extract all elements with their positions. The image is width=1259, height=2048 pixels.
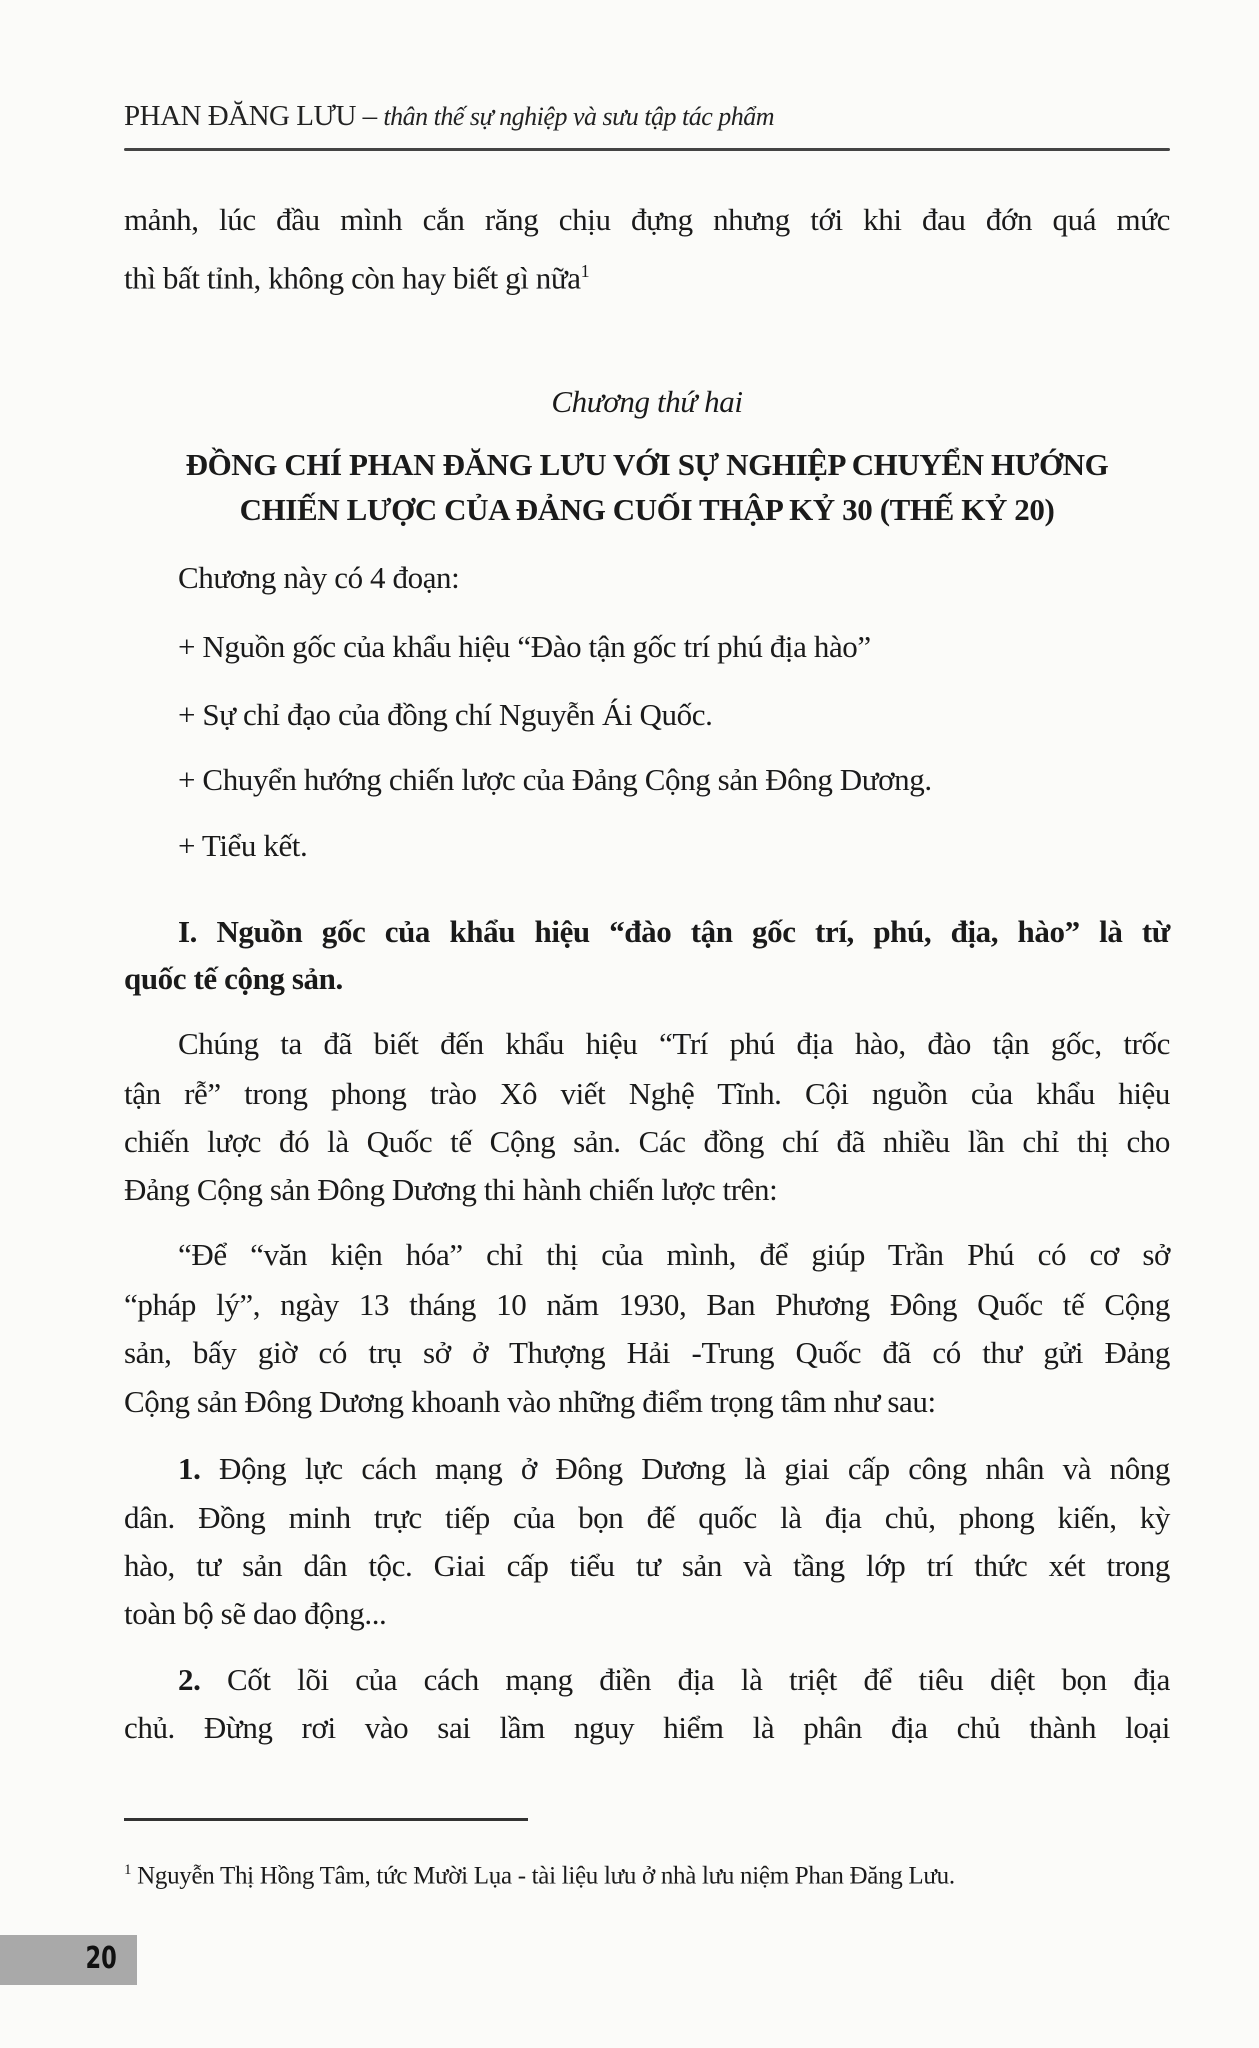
section-heading — [178, 912, 1170, 952]
list-item-line — [178, 1660, 1170, 1700]
chapter-title — [124, 490, 1170, 530]
line-text: + Tiểu kết. — [178, 828, 308, 863]
line-text: hào, tư sản dân tộc. Giai cấp tiểu tư sản và tầng lớp trí thức xét trong — [124, 1548, 1170, 1583]
chapter-title — [124, 445, 1170, 485]
chapter-label — [124, 382, 1170, 422]
line-text: chiến lược đó là Quốc tế Cộng sản. Các đồng chí đã nhiều lần chỉ thị cho — [124, 1124, 1170, 1159]
page-number-tab — [0, 1935, 137, 1985]
line-text: thì bất tỉnh, không còn hay biết gì nữa — [124, 260, 581, 296]
outline-item — [178, 627, 1170, 667]
line-text: quốc tế cộng sản. — [124, 961, 343, 996]
section-heading — [124, 959, 1170, 999]
line-text: Chương này có 4 đoạn: — [178, 560, 460, 595]
outline-item — [178, 695, 1170, 735]
paragraph-line — [124, 1382, 1170, 1422]
line-text: + Sự chỉ đạo của đồng chí Nguyễn Ái Quốc. — [178, 697, 713, 732]
paragraph-line — [178, 1024, 1170, 1064]
paragraph-line — [124, 1285, 1170, 1325]
line-text: “Để “văn kiện hóa” chỉ thị của mình, để giúp Trần Phú có cơ sở — [178, 1237, 1170, 1272]
list-item-line — [178, 1449, 1170, 1489]
header-rule — [124, 148, 1170, 151]
running-header — [124, 100, 1170, 133]
footnote-ref: 1 — [580, 261, 590, 281]
page-number: 20 — [85, 1941, 117, 1976]
book-author: PHAN ĐĂNG LƯU — [124, 100, 356, 132]
paragraph-line — [124, 1333, 1170, 1373]
footnote — [124, 1862, 955, 1890]
item-number: 1. — [178, 1451, 201, 1486]
line-text: Chúng ta đã biết đến khẩu hiệu “Trí phú địa hào, đào tận gốc, trốc — [178, 1026, 1170, 1061]
line-text: toàn bộ sẽ dao động... — [124, 1596, 387, 1631]
line-text: “pháp lý”, ngày 13 tháng 10 năm 1930, Ban Phương Đông Quốc tế Cộng — [124, 1287, 1170, 1322]
header-dash: – — [355, 100, 384, 132]
line-text: CHIẾN LƯỢC CỦA ĐẢNG CUỐI THẬP KỶ 30 (THẾ KỶ 20) — [239, 492, 1055, 527]
item-number: 2. — [178, 1662, 201, 1697]
list-item-line — [124, 1708, 1170, 1748]
line-text: Cốt lõi của cách mạng điền địa là triệt để tiêu diệt bọn địa — [200, 1662, 1170, 1697]
list-item-line — [124, 1546, 1170, 1586]
outline-item — [178, 760, 1170, 800]
outline-intro — [178, 558, 1170, 598]
line-text: ĐỒNG CHÍ PHAN ĐĂNG LƯU VỚI SỰ NGHIỆP CHUYỂN HƯỚNG — [185, 447, 1109, 482]
line-text: mảnh, lúc đầu mình cắn răng chịu đựng nhưng tới khi đau đớn quá mức — [124, 202, 1170, 237]
line-text: Chương thứ hai — [551, 384, 743, 419]
line-text: I. Nguồn gốc của khẩu hiệu “đào tận gốc trí, phú, địa, hào” là từ — [178, 914, 1170, 949]
line-text: Đảng Cộng sản Đông Dương thi hành chiến lược trên: — [124, 1172, 778, 1207]
paragraph-line — [178, 1235, 1170, 1275]
line-text: Động lực cách mạng ở Đông Dương là giai cấp công nhân và nông — [200, 1451, 1170, 1486]
outline-item — [178, 826, 1170, 866]
paragraph-line — [124, 1122, 1170, 1162]
book-subtitle: thân thế sự nghiệp và sưu tập tác phẩm — [383, 102, 775, 131]
footnote-rule — [124, 1818, 528, 1821]
list-item-line — [124, 1594, 1170, 1634]
footnote-mark: 1 — [124, 1862, 132, 1878]
line-text: sản, bấy giờ có trụ sở ở Thượng Hải -Trung Quốc đã có thư gửi Đảng — [124, 1335, 1170, 1370]
line-text: dân. Đồng minh trực tiếp của bọn đế quốc là địa chủ, phong kiến, kỳ — [124, 1500, 1170, 1535]
line-text: + Chuyển hướng chiến lược của Đảng Cộng sản Đông Dương. — [178, 762, 932, 797]
line-text: tận rễ” trong phong trào Xô viết Nghệ Tĩnh. Cội nguồn của khẩu hiệu — [124, 1076, 1170, 1111]
line-text: Cộng sản Đông Dương khoanh vào những điểm trọng tâm như sau: — [124, 1384, 936, 1419]
paragraph-line — [124, 200, 1170, 240]
line-text: chủ. Đừng rơi vào sai lầm nguy hiểm là phân địa chủ thành loại — [124, 1710, 1170, 1745]
paragraph-line — [124, 251, 1170, 296]
footnote-text: Nguyễn Thị Hồng Tâm, tức Mười Lụa - tài liệu lưu ở nhà lưu niệm Phan Đăng Lưu. — [131, 1862, 955, 1890]
line-text: + Nguồn gốc của khẩu hiệu “Đào tận gốc trí phú địa hào” — [178, 629, 871, 664]
paragraph-line — [124, 1170, 1170, 1210]
paragraph-line — [124, 1074, 1170, 1114]
list-item-line — [124, 1498, 1170, 1538]
